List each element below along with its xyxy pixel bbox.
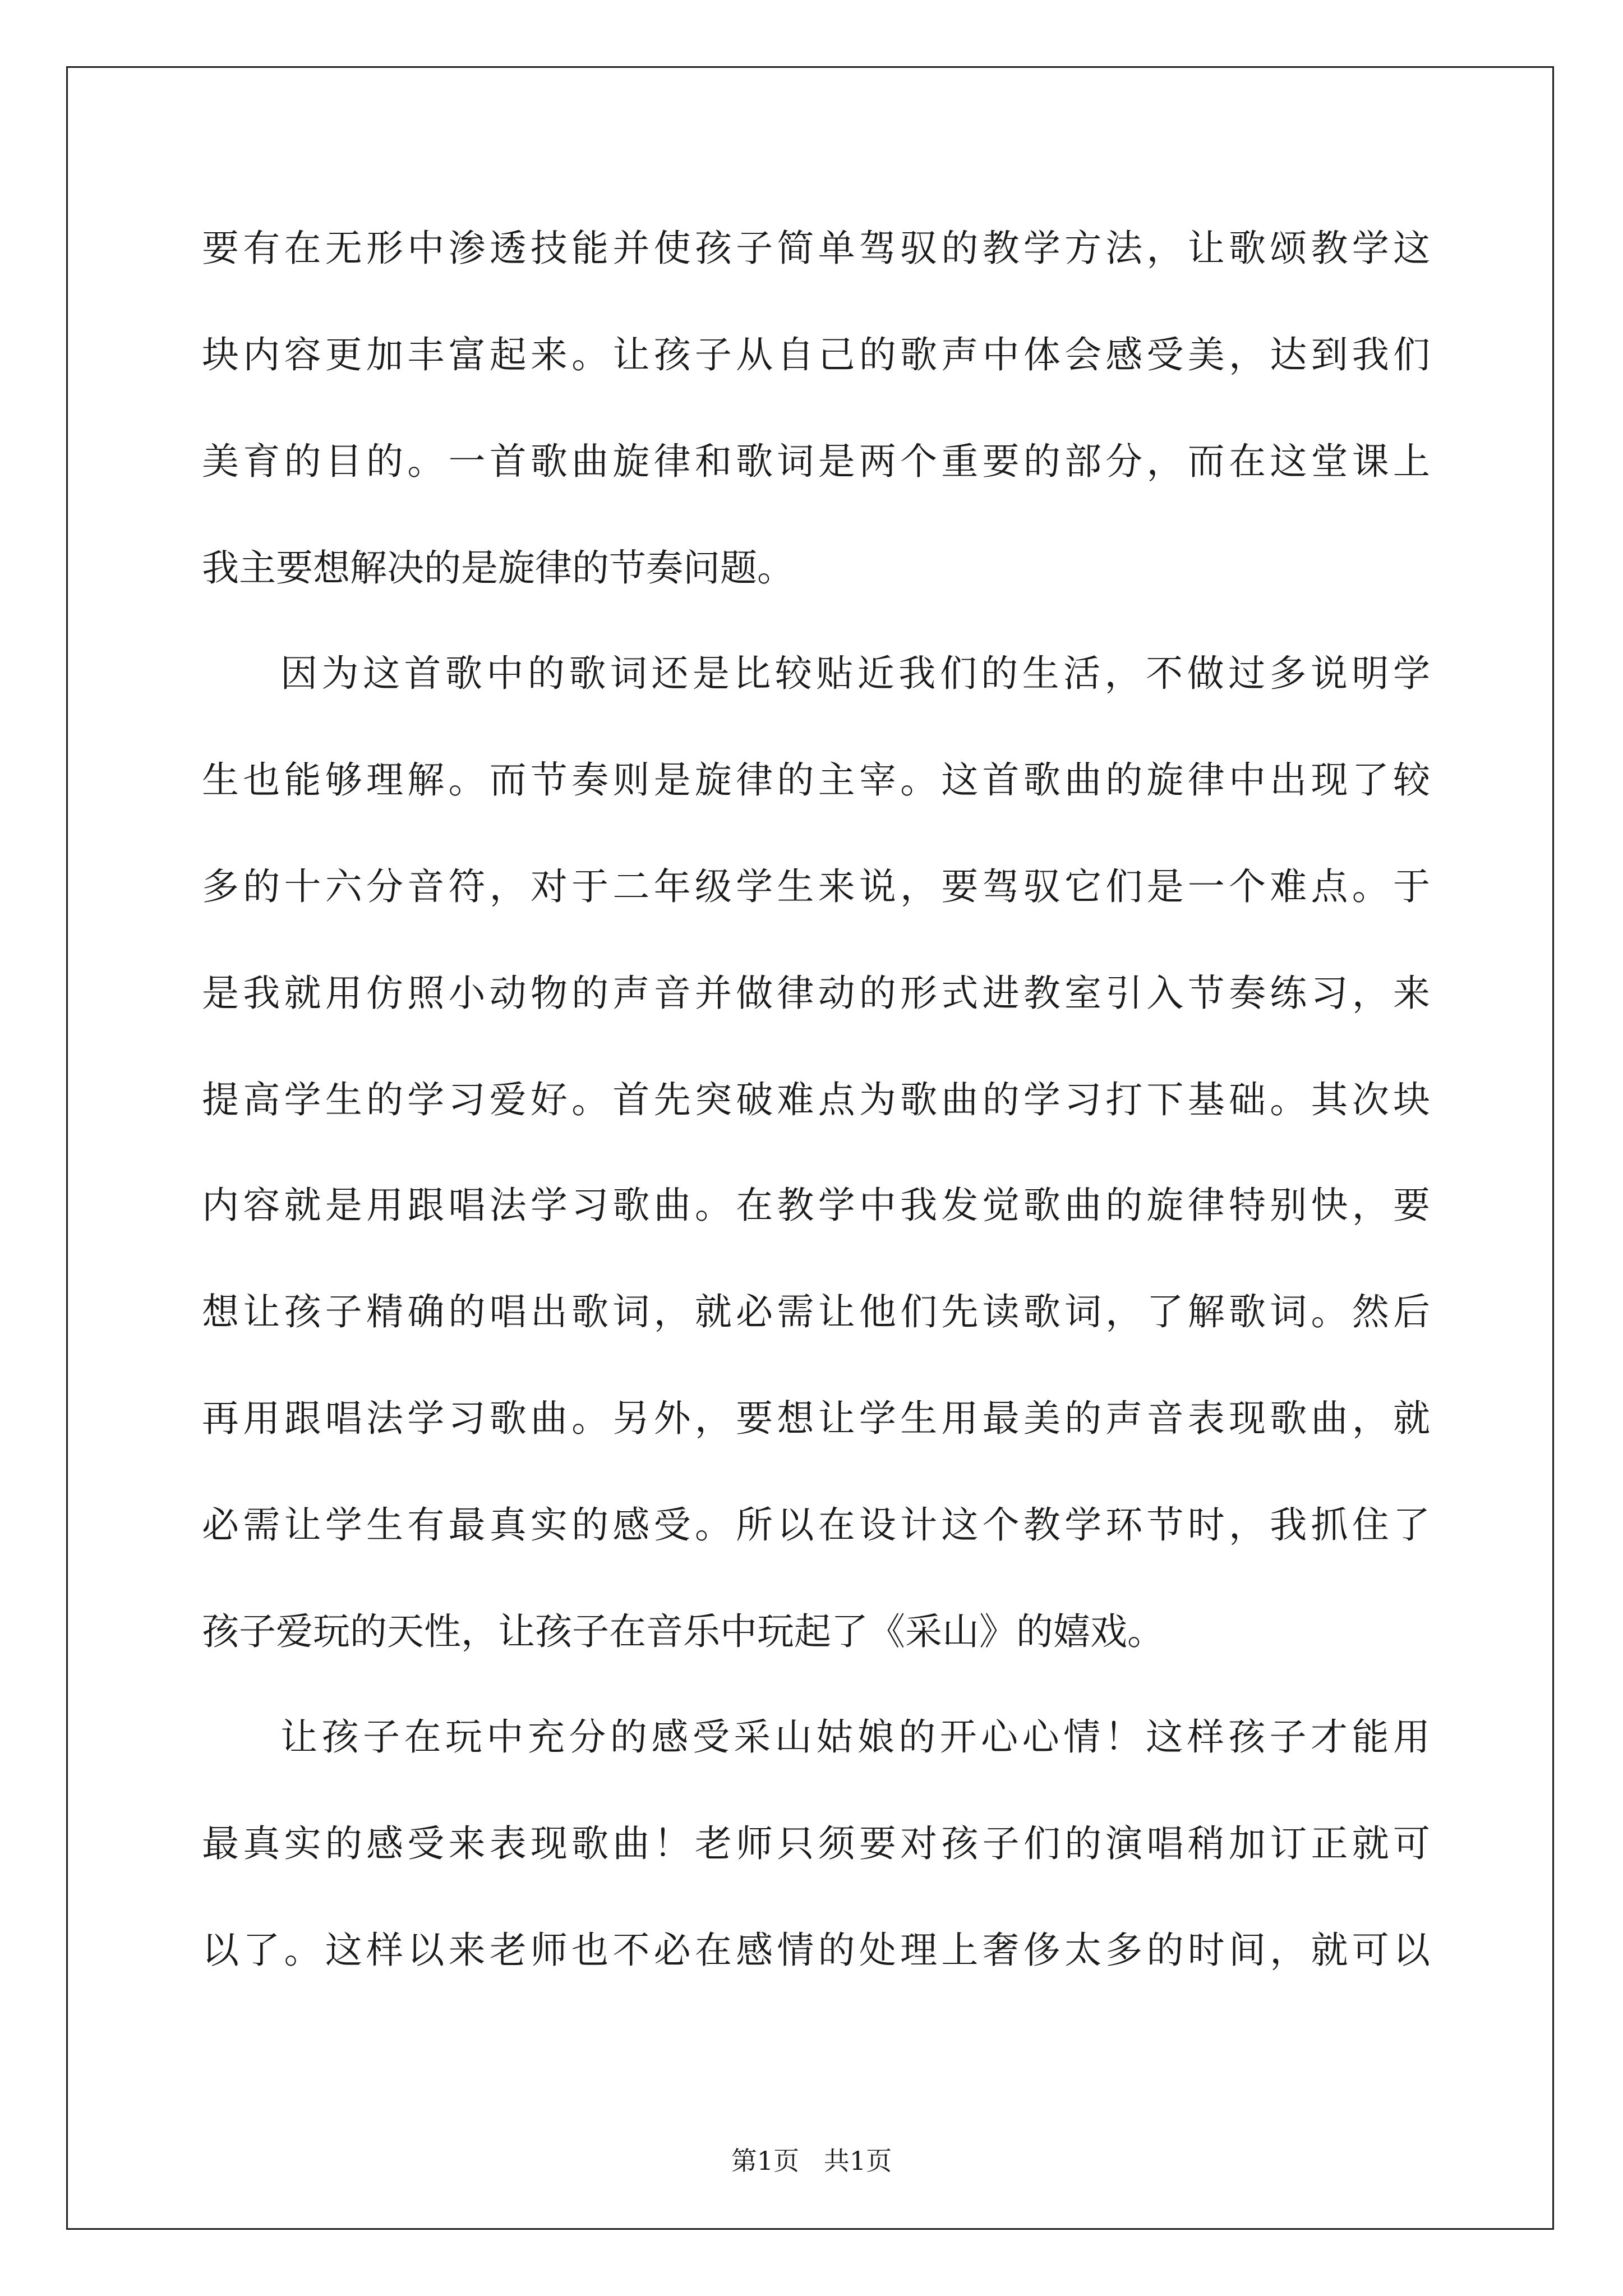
text-line: 让孩子在玩中充分的感受采山姑娘的开心心情！这样孩子才能用: [280, 1715, 1430, 1759]
text-line: 再用跟唱法学习歌曲。另外，要想让学生用最美的声音表现歌曲，就: [202, 1397, 1430, 1440]
text-line: 提高学生的学习爱好。首先突破难点为歌曲的学习打下基础。其次块: [202, 1078, 1430, 1121]
text-line: 要有在无形中渗透技能并使孩子简单驾驭的教学方法，让歌颂教学这: [202, 227, 1430, 270]
page-number-footer: 第1页 共1页: [731, 2146, 892, 2176]
text-line: 以了。这样以来老师也不必在感情的处理上奢侈太多的时间，就可以: [202, 1929, 1430, 1972]
text-line: 美育的目的。一首歌曲旋律和歌词是两个重要的部分，而在这堂课上: [202, 440, 1430, 483]
text-line: 生也能够理解。而节奏则是旋律的主宰。这首歌曲的旋律中出现了较: [202, 758, 1430, 802]
text-line: 块内容更加丰富起来。让孩子从自己的歌声中体会感受美，达到我们: [202, 333, 1430, 376]
text-line: 因为这首歌中的歌词还是比较贴近我们的生活，不做过多说明学: [280, 652, 1430, 695]
text-line: 是我就用仿照小动物的声音并做律动的形式进教室引入节奏练习，来: [202, 972, 1430, 1015]
text-line: 孩子爱玩的天性，让孩子在音乐中玩起了《采山》的嬉戏。: [202, 1610, 1164, 1653]
page-border: [66, 66, 1554, 2230]
text-line: 内容就是用跟唱法学习歌曲。在教学中我发觉歌曲的旋律特别快，要: [202, 1184, 1430, 1227]
text-line: 必需让学生有最真实的感受。所以在设计这个教学环节时，我抓住了: [202, 1503, 1430, 1547]
text-line: 多的十六分音符，对于二年级学生来说，要驾驭它们是一个难点。于: [202, 865, 1430, 908]
text-line: 最真实的感受来表现歌曲！老师只须要对孩子们的演唱稍加订正就可: [202, 1822, 1430, 1865]
text-line: 我主要想解决的是旋律的节奏问题。: [202, 546, 794, 590]
text-line: 想让孩子精确的唱出歌词，就必需让他们先读歌词，了解歌词。然后: [202, 1290, 1430, 1333]
